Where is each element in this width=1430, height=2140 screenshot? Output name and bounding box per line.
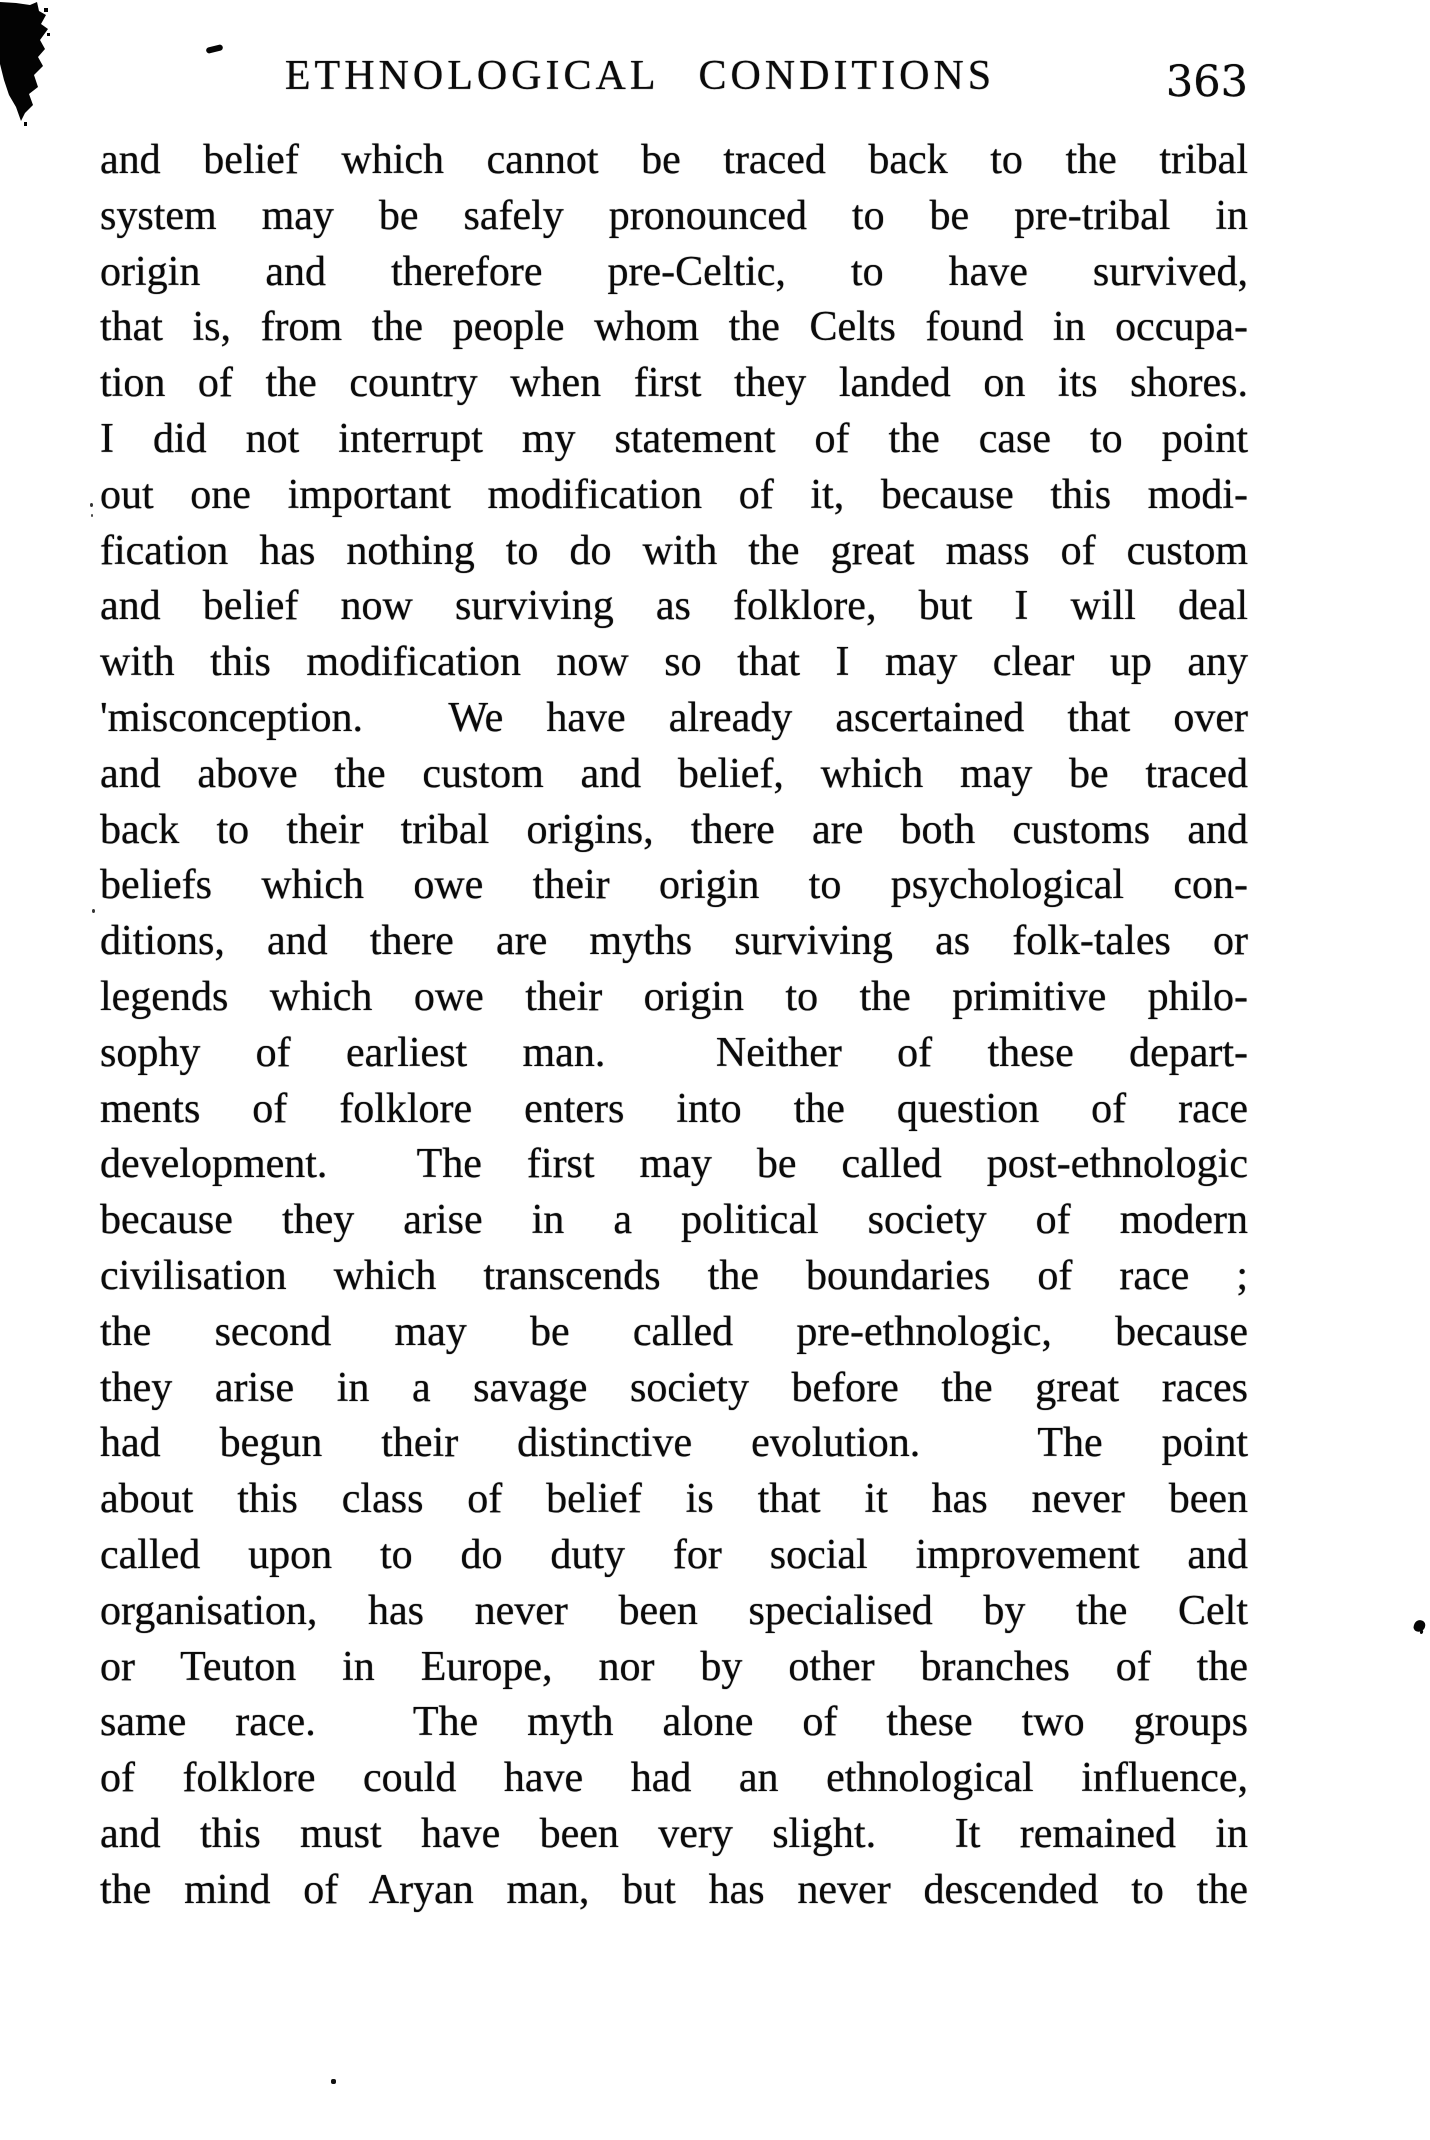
scan-speck-right-margin bbox=[1412, 1618, 1426, 1633]
text-line: with this modification now so that I may clear up any bbox=[100, 639, 1248, 686]
running-title: ETHNOLOGICAL CONDITIONS bbox=[284, 53, 996, 99]
text-line: fication has nothing to do with the great mass of custom bbox=[100, 527, 1248, 574]
body-text bbox=[100, 133, 1248, 1919]
scan-fleck-left-1 bbox=[90, 503, 93, 507]
scan-dot-bottom bbox=[331, 2079, 336, 2084]
text-line: or Teuton in Europe, nor by other branches of the bbox=[100, 1643, 1248, 1690]
scan-fleck-left-3 bbox=[92, 909, 95, 913]
text-line: and this must have been very slight. It remained in bbox=[100, 1810, 1248, 1857]
text-line: called upon to do duty for social improvement and bbox=[100, 1531, 1248, 1578]
scan-dash-artifact bbox=[206, 44, 224, 54]
text-line: origin and therefore pre-Celtic, to have survived, bbox=[100, 248, 1248, 295]
text-line: legends which owe their origin to the primitive philo- bbox=[100, 973, 1248, 1020]
text-line: about this class of belief is that it has never been bbox=[100, 1476, 1248, 1523]
text-line: ditions, and there are myths surviving as folk-tales or bbox=[100, 918, 1248, 965]
text-line: same race. The myth alone of these two groups bbox=[100, 1699, 1248, 1746]
text-line: back to their tribal origins, there are both customs and bbox=[100, 806, 1248, 853]
text-line: I did not interrupt my statement of the case to point bbox=[100, 415, 1248, 462]
page-header bbox=[100, 55, 1248, 115]
page-number: 363 bbox=[1165, 57, 1248, 107]
text-line: the second may be called pre-ethnologic, because bbox=[100, 1308, 1248, 1355]
text-line: out one important modification of it, because this modi- bbox=[100, 471, 1248, 518]
text-line: of folklore could have had an ethnological influence, bbox=[100, 1755, 1248, 1802]
scan-fleck-left-2 bbox=[91, 514, 93, 517]
text-line: and above the custom and belief, which may be traced bbox=[100, 750, 1248, 797]
text-line: tion of the country when first they landed on its shores. bbox=[100, 360, 1248, 407]
text-line: organisation, has never been specialised by the Celt bbox=[100, 1587, 1248, 1634]
text-line: sophy of earliest man. Neither of these depart- bbox=[100, 1029, 1248, 1076]
text-line: and belief which cannot be traced back to the tribal bbox=[100, 137, 1248, 183]
text-line: system may be safely pronounced to be pre-tribal in bbox=[100, 192, 1248, 239]
scan-smudge-top-left bbox=[0, 2, 56, 128]
text-line: 'misconception. We have already ascertained that over bbox=[100, 694, 1248, 741]
text-line: civilisation which transcends the boundaries of race ; bbox=[100, 1252, 1248, 1299]
text-line: that is, from the people whom the Celts found in occupa- bbox=[100, 304, 1248, 351]
text-line: and belief now surviving as folklore, but I will deal bbox=[100, 583, 1248, 630]
text-line: the mind of Aryan man, but has never descended to the bbox=[100, 1866, 1248, 1913]
text-line: development. The first may be called post-ethnologic bbox=[100, 1141, 1248, 1188]
text-line: they arise in a savage society before the great races bbox=[100, 1364, 1248, 1411]
text-line: because they arise in a political society of modern bbox=[100, 1197, 1248, 1244]
text-line: beliefs which owe their origin to psychological con- bbox=[100, 862, 1248, 909]
text-line: had begun their distinctive evolution. The point bbox=[100, 1420, 1248, 1467]
text-line: ments of folklore enters into the question of race bbox=[100, 1085, 1248, 1132]
